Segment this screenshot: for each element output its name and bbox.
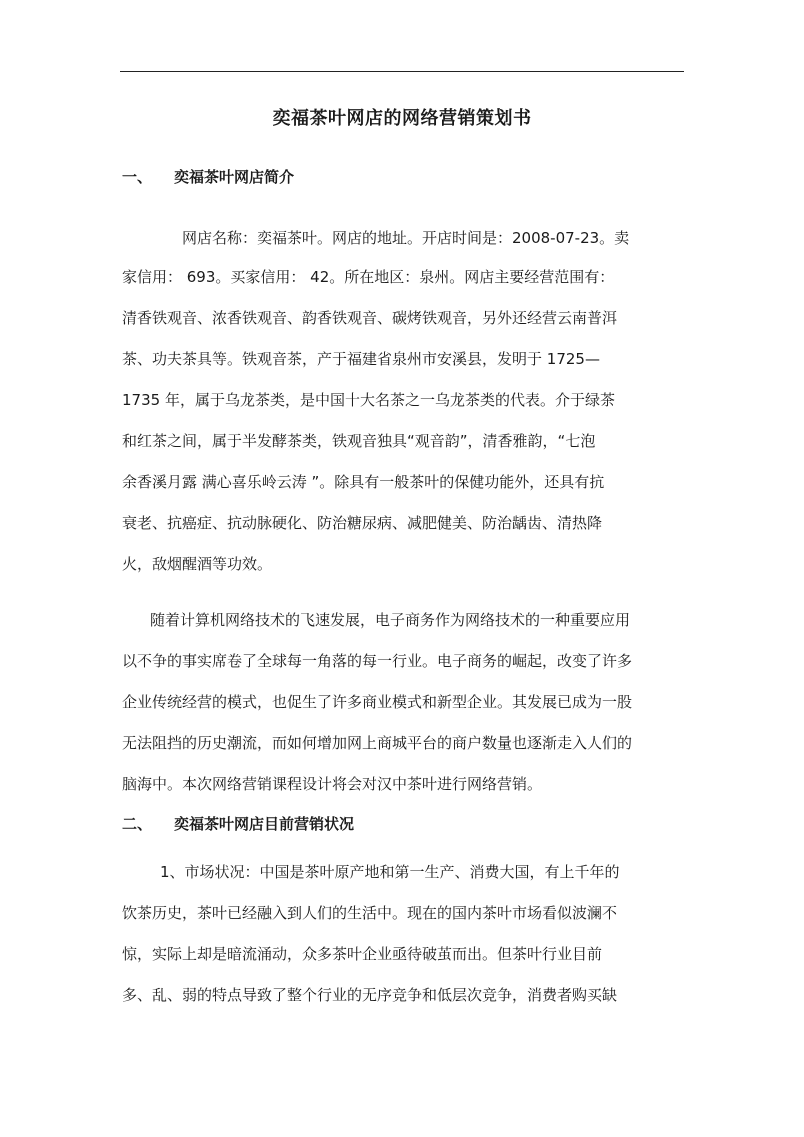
section-heading-market-status bbox=[122, 813, 354, 834]
paragraph-line: 饮茶历史，茶叶已经融入到人们的生活中。现在的国内茶叶市场看似波澜不 bbox=[122, 904, 618, 922]
paragraph-line: 1、市场状况：中国是茶叶原产地和第一生产、消费大国，有上千年的 bbox=[160, 863, 620, 881]
section-number: 二、 bbox=[122, 815, 153, 833]
paragraph-line: 余香溪月露 满心喜乐岭云涛 ”。除具有一般茶叶的保健功能外，还具有抗 bbox=[122, 473, 605, 491]
paragraph-line: 1735 年，属于乌龙茶类，是中国十大名茶之一乌龙茶类的代表。介于绿茶 bbox=[122, 391, 615, 409]
paragraph-line: 和红茶之间，属于半发酵茶类，铁观音独具“观音韵”，清香雅韵，“七泡 bbox=[122, 432, 596, 450]
section-number: 一、 bbox=[122, 168, 153, 186]
paragraph-line: 企业传统经营的模式，也促生了许多商业模式和新型企业。其发展已成为一股 bbox=[122, 693, 633, 711]
paragraph-line: 茶、功夫茶具等。铁观音茶，产于福建省泉州市安溪县，发明于 1725— bbox=[122, 350, 600, 368]
paragraph-line: 随着计算机网络技术的飞速发展，电子商务作为网络技术的一种重要应用 bbox=[150, 611, 631, 629]
section-title: 奕福茶叶网店简介 bbox=[174, 168, 295, 186]
document-title: 奕福茶叶网店的网络营销策划书 bbox=[272, 108, 532, 129]
paragraph-line: 清香铁观音、浓香铁观音、韵香铁观音、碳烤铁观音，另外还经营云南普洱 bbox=[122, 309, 618, 327]
paragraph-line: 衰老、抗癌症、抗动脉硬化、防治糖尿病、减肥健美、防治龋齿、清热降 bbox=[122, 514, 603, 532]
paragraph-line: 无法阻挡的历史潮流，而如何增加网上商城平台的商户数量也逐渐走入人们的 bbox=[122, 734, 633, 752]
paragraph-line: 家信用： 693。买家信用： 42。所在地区：泉州。网店主要经营范围有： bbox=[122, 268, 615, 286]
paragraph-line: 以不争的事实席卷了全球每一角落的每一行业。电子商务的崛起，改变了许多 bbox=[122, 652, 633, 670]
paragraph-line: 火，敌烟醒酒等功效。 bbox=[122, 555, 273, 573]
section-heading-intro bbox=[122, 166, 294, 187]
paragraph-line: 多、乱、弱的特点导致了整个行业的无序竞争和低层次竞争，消费者购买缺 bbox=[122, 986, 618, 1004]
paragraph-line: 脑海中。本次网络营销课程设计将会对汉中茶叶进行网络营销。 bbox=[122, 775, 543, 793]
header-rule bbox=[120, 71, 684, 72]
paragraph-line: 网店名称：奕福茶叶。网店的地址。开店时间是：2008-07-23。卖 bbox=[182, 229, 630, 247]
section-title: 奕福茶叶网店目前营销状况 bbox=[174, 815, 355, 833]
paragraph-line: 惊，实际上却是暗流涌动，众多茶叶企业亟待破茧而出。但茶叶行业目前 bbox=[122, 945, 603, 963]
